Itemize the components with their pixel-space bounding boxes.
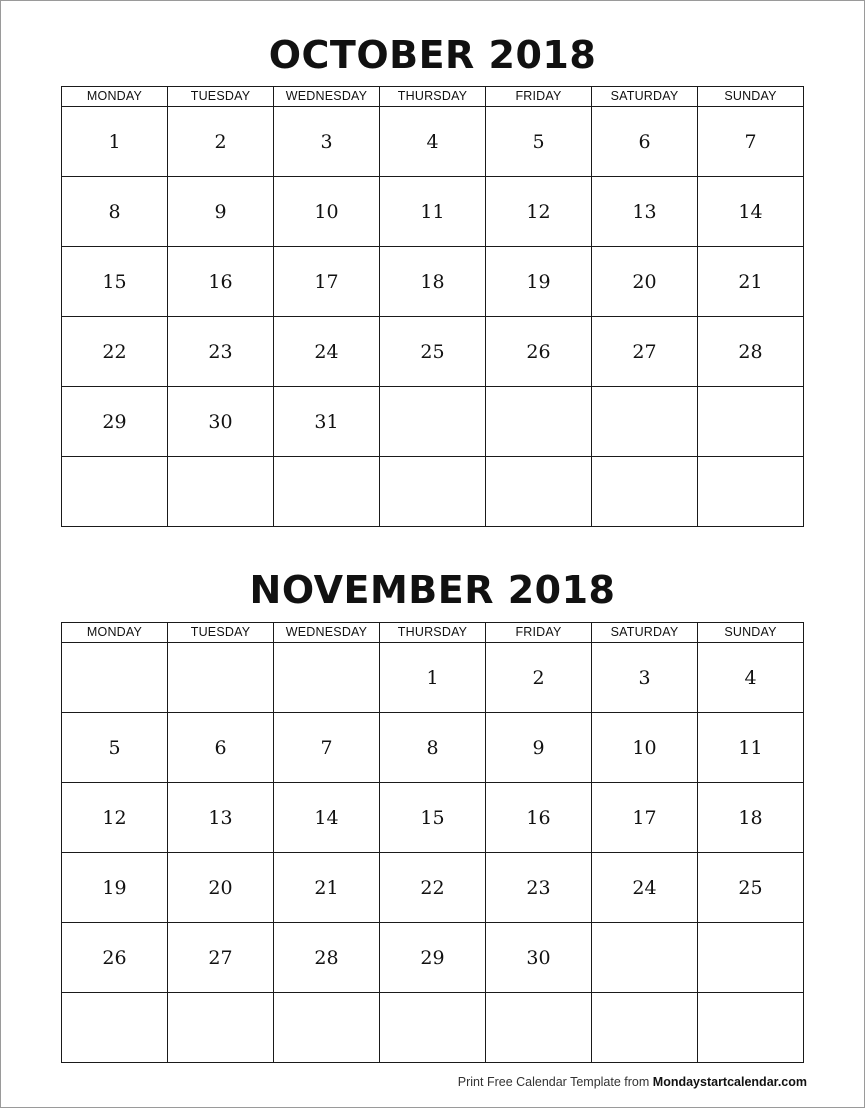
- day-cell: 5: [486, 107, 592, 177]
- day-cell: 4: [698, 643, 804, 713]
- day-cell: [486, 457, 592, 527]
- week-row: [62, 247, 804, 317]
- day-cell: 28: [274, 923, 380, 993]
- day-cell: 12: [62, 783, 168, 853]
- day-cell: [62, 993, 168, 1063]
- week-row: [62, 387, 804, 457]
- weekday-header-wednesday: WEDNESDAY: [274, 87, 380, 107]
- day-cell: [62, 643, 168, 713]
- day-cell: 26: [62, 923, 168, 993]
- day-cell: 19: [486, 247, 592, 317]
- day-cell: 15: [380, 783, 486, 853]
- day-cell: 17: [592, 783, 698, 853]
- day-cell: 28: [698, 317, 804, 387]
- day-cell: 29: [62, 387, 168, 457]
- day-cell: 11: [380, 177, 486, 247]
- day-cell: 22: [380, 853, 486, 923]
- day-cell: 5: [62, 713, 168, 783]
- day-cell: 16: [168, 247, 274, 317]
- day-cell: [486, 993, 592, 1063]
- day-cell: 4: [380, 107, 486, 177]
- calendar-grid-october: [61, 86, 804, 527]
- week-row: [62, 993, 804, 1063]
- day-cell: 10: [274, 177, 380, 247]
- day-cell: 18: [698, 783, 804, 853]
- weekday-header-thursday: THURSDAY: [380, 623, 486, 643]
- day-cell: [380, 387, 486, 457]
- day-cell: 27: [168, 923, 274, 993]
- day-cell: 7: [698, 107, 804, 177]
- day-cell: [168, 643, 274, 713]
- day-cell: 24: [274, 317, 380, 387]
- day-cell: 21: [698, 247, 804, 317]
- day-cell: 29: [380, 923, 486, 993]
- day-cell: 12: [486, 177, 592, 247]
- day-cell: 23: [486, 853, 592, 923]
- day-cell: 14: [698, 177, 804, 247]
- day-cell: 17: [274, 247, 380, 317]
- day-cell: 30: [486, 923, 592, 993]
- week-row: [62, 643, 804, 713]
- day-cell: 13: [168, 783, 274, 853]
- day-cell: [380, 457, 486, 527]
- footer-site-link[interactable]: Mondaystartcalendar.com: [652, 1075, 807, 1089]
- day-cell: 21: [274, 853, 380, 923]
- day-cell: 3: [274, 107, 380, 177]
- footer-prefix: Print Free Calendar Template from: [457, 1075, 650, 1089]
- day-cell: 1: [380, 643, 486, 713]
- day-cell: [168, 457, 274, 527]
- day-cell: 3: [592, 643, 698, 713]
- day-cell: 16: [486, 783, 592, 853]
- weekday-header-row: [62, 623, 804, 643]
- day-cell: 2: [486, 643, 592, 713]
- weekday-header-friday: FRIDAY: [486, 623, 592, 643]
- day-cell: 9: [168, 177, 274, 247]
- day-cell: 19: [62, 853, 168, 923]
- week-row: [62, 853, 804, 923]
- day-cell: 23: [168, 317, 274, 387]
- week-row: [62, 317, 804, 387]
- day-cell: 31: [274, 387, 380, 457]
- day-cell: [592, 457, 698, 527]
- day-cell: 22: [62, 317, 168, 387]
- day-cell: 10: [592, 713, 698, 783]
- day-cell: 8: [62, 177, 168, 247]
- weekday-header-monday: MONDAY: [62, 623, 168, 643]
- day-cell: [274, 643, 380, 713]
- month-title-november: NOVEMBER 2018: [249, 568, 616, 612]
- day-cell: 6: [592, 107, 698, 177]
- day-cell: [168, 993, 274, 1063]
- month-title-october: OCTOBER 2018: [268, 33, 597, 77]
- day-cell: 11: [698, 713, 804, 783]
- day-cell: 8: [380, 713, 486, 783]
- weekday-header-wednesday: WEDNESDAY: [274, 623, 380, 643]
- weekday-header-monday: MONDAY: [62, 87, 168, 107]
- day-cell: [698, 993, 804, 1063]
- weekday-header-sunday: SUNDAY: [698, 87, 804, 107]
- weekday-header-friday: FRIDAY: [486, 87, 592, 107]
- day-cell: 6: [168, 713, 274, 783]
- day-cell: 30: [168, 387, 274, 457]
- day-cell: 7: [274, 713, 380, 783]
- day-cell: 20: [168, 853, 274, 923]
- day-cell: [592, 387, 698, 457]
- day-cell: 20: [592, 247, 698, 317]
- weekday-header-tuesday: TUESDAY: [168, 623, 274, 643]
- day-cell: 14: [274, 783, 380, 853]
- day-cell: [274, 993, 380, 1063]
- day-cell: 15: [62, 247, 168, 317]
- weekday-header-thursday: THURSDAY: [380, 87, 486, 107]
- day-cell: [274, 457, 380, 527]
- day-cell: 27: [592, 317, 698, 387]
- day-cell: [592, 923, 698, 993]
- weekday-header-saturday: SATURDAY: [592, 87, 698, 107]
- week-row: [62, 923, 804, 993]
- day-cell: 18: [380, 247, 486, 317]
- weekday-header-tuesday: TUESDAY: [168, 87, 274, 107]
- week-row: [62, 457, 804, 527]
- day-cell: 24: [592, 853, 698, 923]
- day-cell: 26: [486, 317, 592, 387]
- day-cell: 25: [698, 853, 804, 923]
- day-cell: [62, 457, 168, 527]
- day-cell: 1: [62, 107, 168, 177]
- footer-credit: [458, 1075, 807, 1089]
- day-cell: 25: [380, 317, 486, 387]
- day-cell: [486, 387, 592, 457]
- day-cell: [698, 457, 804, 527]
- weekday-header-saturday: SATURDAY: [592, 623, 698, 643]
- weekday-header-sunday: SUNDAY: [698, 623, 804, 643]
- week-row: [62, 177, 804, 247]
- day-cell: [380, 993, 486, 1063]
- week-row: [62, 107, 804, 177]
- calendar-grid-november: [61, 622, 804, 1063]
- day-cell: [698, 923, 804, 993]
- week-row: [62, 713, 804, 783]
- day-cell: 2: [168, 107, 274, 177]
- weekday-header-row: [62, 87, 804, 107]
- day-cell: [592, 993, 698, 1063]
- day-cell: [698, 387, 804, 457]
- day-cell: 9: [486, 713, 592, 783]
- day-cell: 13: [592, 177, 698, 247]
- week-row: [62, 783, 804, 853]
